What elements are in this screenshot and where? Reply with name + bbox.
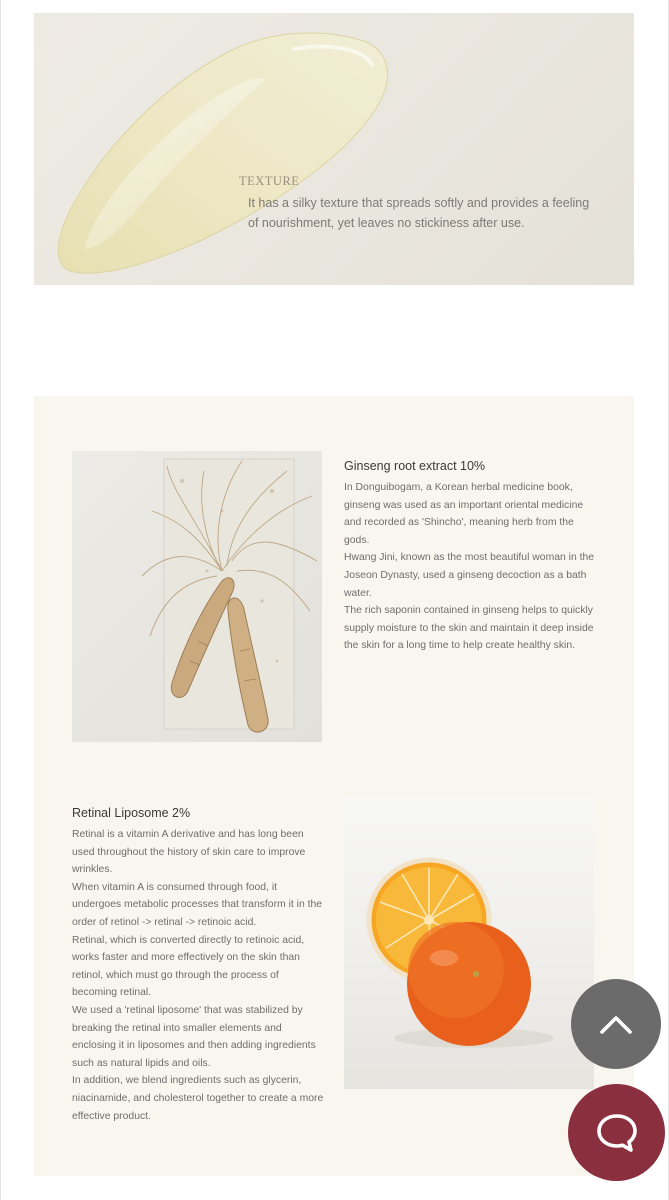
retinal-paragraph: When vitamin A is consumed through food, it undergoes metabolic processes that transform it in the order of retinol -> retinal -> retinoic acid. bbox=[72, 881, 323, 928]
scroll-to-top-button[interactable] bbox=[571, 979, 661, 1069]
ingredients-section bbox=[34, 396, 634, 1176]
chat-bubble-icon bbox=[595, 1112, 639, 1154]
page-border-left bbox=[0, 0, 1, 1200]
ginseng-root-image bbox=[72, 451, 322, 742]
retinal-paragraph: Retinal is a vitamin A derivative and has long been used throughout the history of skin care to improve wrinkles. bbox=[72, 829, 306, 876]
texture-heading: TEXTURE bbox=[239, 174, 300, 188]
retinal-paragraph: Retinal, which is converted directly to retinoic acid, works faster and more effectively on the skin than retinol, which must go through the process of becoming retinal. bbox=[72, 934, 305, 999]
ginseng-paragraph: In Donguibogam, a Korean herbal medicine book, ginseng was used as an important oriental medicine and recorded as 'Shincho', meaning herb from the gods. bbox=[344, 482, 584, 546]
ginseng-ingredient-block bbox=[344, 459, 596, 655]
retinal-description bbox=[72, 826, 324, 1125]
texture-section bbox=[34, 13, 634, 285]
ginseng-paragraph: Hwang Jini, known as the most beautiful woman in the Joseon Dynasty, used a ginseng decoction as a bath water. bbox=[344, 552, 595, 599]
chat-button[interactable] bbox=[568, 1084, 665, 1181]
texture-description: It has a silky texture that spreads softly and provides a feeling of nourishment, yet leaves no stickiness after use. bbox=[248, 196, 590, 230]
retinal-paragraph: In addition, we blend ingredients such as glycerin, niacinamide, and cholesterol together to create a more effective product. bbox=[72, 1075, 324, 1122]
ginseng-title: Ginseng root extract 10% bbox=[344, 459, 486, 473]
ginseng-paragraph: The rich saponin contained in ginseng helps to quickly supply moisture to the skin and maintain it deep inside the skin for a long time to help create healthy skin. bbox=[344, 605, 594, 652]
cream-texture-image bbox=[34, 13, 634, 285]
retinal-ingredient-block bbox=[72, 806, 324, 1125]
retinal-title: Retinal Liposome 2% bbox=[72, 806, 191, 820]
chevron-up-icon bbox=[599, 1013, 633, 1035]
ginseng-description bbox=[344, 479, 596, 655]
retinal-paragraph: We used a 'retinal liposome' that was stabilized by breaking the retinal into smaller elements and enclosing it in liposomes and then adding ingredients such as natural lipids and oils. bbox=[72, 1004, 316, 1069]
orange-image bbox=[344, 798, 594, 1089]
